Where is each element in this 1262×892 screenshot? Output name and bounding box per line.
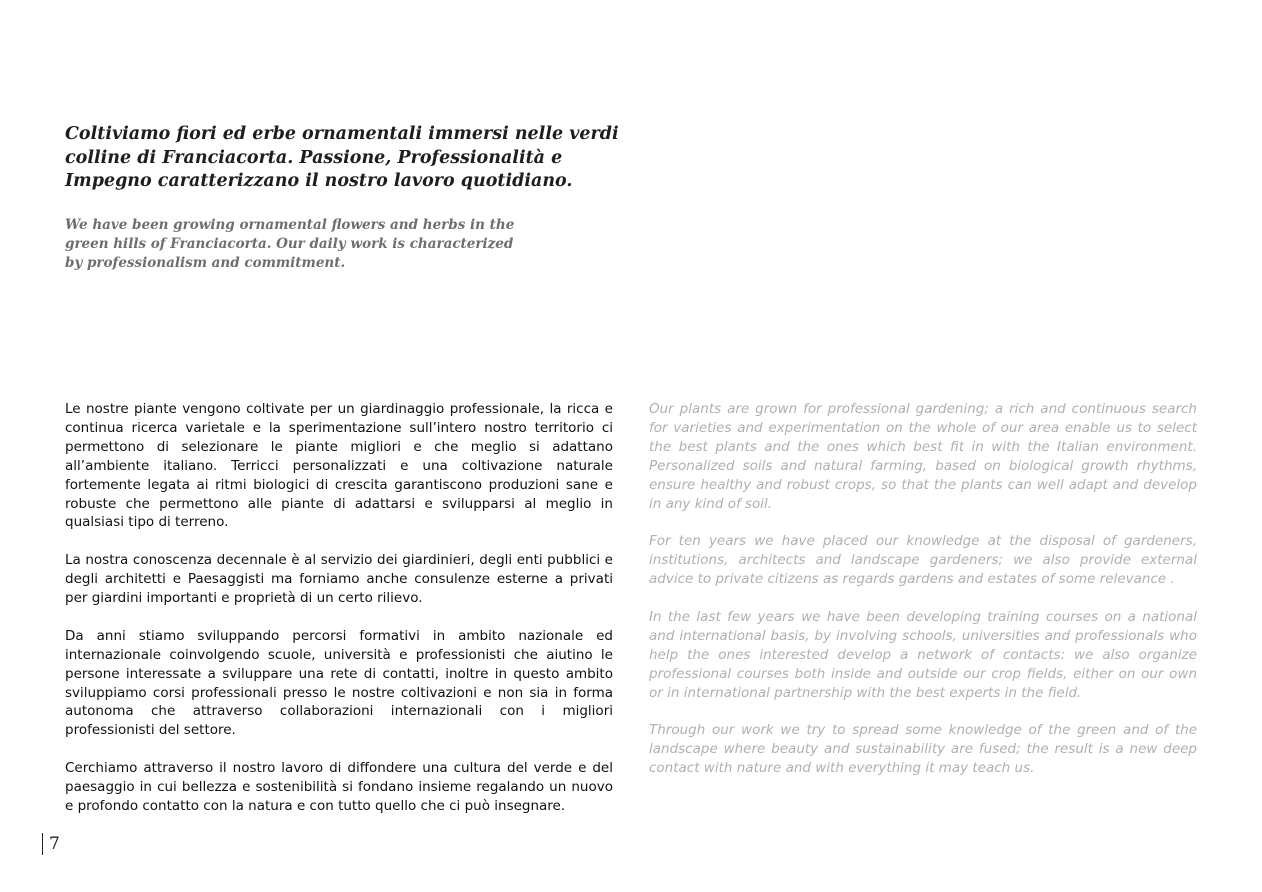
italian-paragraph: Da anni stiamo sviluppando percorsi formativi in ambito nazionale ed internazionale coinvolgendo scuole, università e professionisti che aiutino le persone interessate a sviluppare una rete di contatti, inoltre in questo ambito sviluppiamo corsi professionali presso le nostre coltivazioni e non sia in forma autonoma che attraverso collaborazioni internazionali con i migliori professionisti del settore. [65,627,613,739]
english-column [649,400,1197,797]
page-number-divider [42,833,43,855]
italian-paragraph: Le nostre piante vengono coltivate per un giardinaggio professionale, la ricca e continua ricerca varietale e la sperimentazione sull’intero nostro territorio ci permettono di selezionare le piante migliori e che meglio si adattano all’ambiente italiano. Terricci personalizzati e una coltivazione naturale fortemente legata ai ritmi biologici di crescita garantiscono produzioni sane e robuste che permettono alle piante di adattarsi e svilupparsi al meglio in qualsiasi tipo di terreno. [65,401,613,531]
italian-paragraph: La nostra conoscenza decennale è al servizio dei giardinieri, degli enti pubblici e degli architetti e Paesaggisti ma forniamo anche consulenze esterne a privati per giardini importanti e proprietà di un certo rilievo. [65,552,613,607]
italian-column [65,400,613,835]
english-paragraph: For ten years we have placed our knowledge at the disposal of gardeners, institutions, architects and landscape gardeners; we also provide external advice to private citizens as regards gardens and estates of some relevance . [649,533,1197,588]
intro-italian-heading: Coltiviamo fiori ed erbe ornamentali immersi nelle verdi colline di Franciacorta. Passione, Professionalità e Impegno caratterizzano il nostro lavoro quotidiano. [65,124,619,191]
english-paragraph: In the last few years we have been developing training courses on a national and international basis, by involving schools, universities and professionals who help the ones interested develop a network of contacts: we also organize professional courses both inside and outside our crop fields, either on our own or in international partnership with the best experts in the field. [649,608,1197,701]
english-paragraph: Through our work we try to spread some knowledge of the green and of the landscape where beauty and sustainability are fused; the result is a new deep contact with nature and with everything it may teach us. [649,722,1197,777]
english-paragraph: Our plants are grown for professional gardening; a rich and continuous search for varieties and experimentation on the whole of our area enable us to select the best plants and the ones which best fit in with the Italian environment. Personalized soils and natural farming, based on biological growth rhythms, ensure healthy and robust crops, so that the plants can well adapt and develop in any kind of soil. [649,401,1197,512]
italian-paragraph: Cerchiamo attraverso il nostro lavoro di diffondere una cultura del verde e del paesaggio in cui bellezza e sostenibilità si fondano insieme regalando un nuovo e profondo contatto con la natura e con tutto quello che ci può insegnare. [65,760,613,814]
intro-english-subheading: We have been growing ornamental flowers and herbs in the green hills of Franciacorta. Our daily work is characterized by professionalism and commitment. [65,217,515,271]
page-number: 7 [49,834,60,854]
